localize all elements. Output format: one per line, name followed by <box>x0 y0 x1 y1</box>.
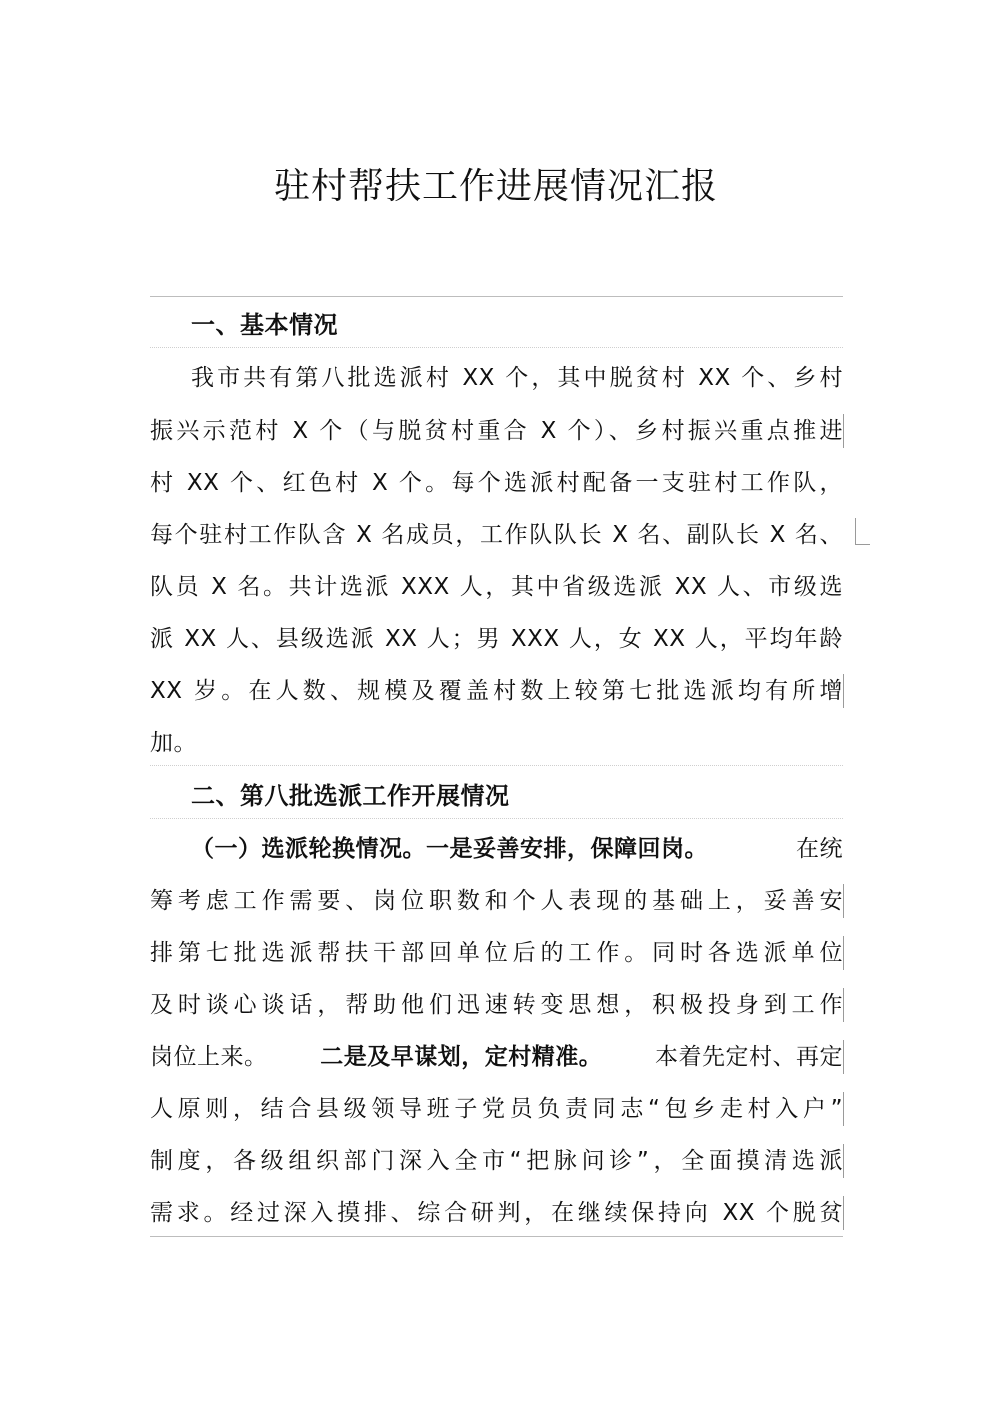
margin-mark <box>843 884 844 918</box>
paragraph-line: 人原则，结合县级领导班子党员负责同志“包乡走村入户” <box>150 1096 843 1122</box>
sub-heading-rotation: （一）选派轮换情况。一是妥善安排，保障回岗。 <box>191 836 708 862</box>
paragraph-line: 派 XX 人、县级选派 XX 人；男 XXX 人，女 XX 人，平均年龄 <box>150 626 843 652</box>
margin-mark <box>843 936 844 970</box>
paragraph-line-mixed <box>150 1040 843 1074</box>
page-bottom-rule <box>150 1236 843 1237</box>
paragraph-line: 村 XX 个、红色村 X 个。每个选派村配备一支驻村工作队， <box>150 470 843 496</box>
section-heading-progress: 二、第八批选派工作开展情况 <box>191 782 510 810</box>
paragraph-line: 排第七批选派帮扶干部回单位后的工作。同时各选派单位 <box>150 940 843 966</box>
section-heading-basic: 一、基本情况 <box>191 311 338 339</box>
line-guide <box>150 347 843 348</box>
paragraph-line: 需求。经过深入摸排、综合研判，在继续保持向 XX 个脱贫 <box>150 1200 843 1226</box>
margin-mark <box>843 1196 844 1230</box>
paragraph-text: 岗位上来。 <box>150 1044 268 1070</box>
paragraph-line: 及时谈心谈话，帮助他们迅速转变思想，积极投身到工作 <box>150 992 843 1018</box>
paragraph-line: 队员 X 名。共计选派 XXX 人，其中省级选派 XX 人、市级选 <box>150 574 843 600</box>
margin-mark <box>843 1092 844 1126</box>
paragraph-line: 每个驻村工作队含 X 名成员，工作队队长 X 名、副队长 X 名、 <box>150 522 843 548</box>
paragraph-text: 在统 <box>796 836 843 862</box>
margin-mark <box>843 1040 844 1074</box>
paragraph-text: 本着先定村、再定 <box>655 1044 843 1070</box>
paragraph-line: 我市共有第八批选派村 XX 个，其中脱贫村 XX 个、乡村 <box>191 365 843 391</box>
paragraph-line: XX 岁。在人数、规模及覆盖村数上较第七批选派均有所增 <box>150 678 843 704</box>
document-title: 驻村帮扶工作进展情况汇报 <box>273 166 718 207</box>
line-guide <box>150 765 843 766</box>
paragraph-line: 振兴示范村 X 个（与脱贫村重合 X 个）、乡村振兴重点推进 <box>150 418 843 444</box>
paragraph-line: 制度，各级组织部门深入全市“把脉问诊”，全面摸清选派 <box>150 1148 843 1174</box>
paragraph-line: 加。 <box>150 730 197 756</box>
margin-mark <box>843 414 844 448</box>
section-divider <box>150 296 843 297</box>
line-guide <box>150 818 843 819</box>
margin-mark <box>843 674 844 708</box>
margin-mark <box>843 1144 844 1178</box>
paragraph-line: 筹考虑工作需要、岗位职数和个人表现的基础上，妥善安 <box>150 888 843 914</box>
sub-heading-planning: 二是及早谋划，定村精准。 <box>320 1044 603 1070</box>
paragraph-line-subheading <box>191 832 843 866</box>
margin-mark <box>843 988 844 1022</box>
margin-corner-mark <box>855 518 870 545</box>
